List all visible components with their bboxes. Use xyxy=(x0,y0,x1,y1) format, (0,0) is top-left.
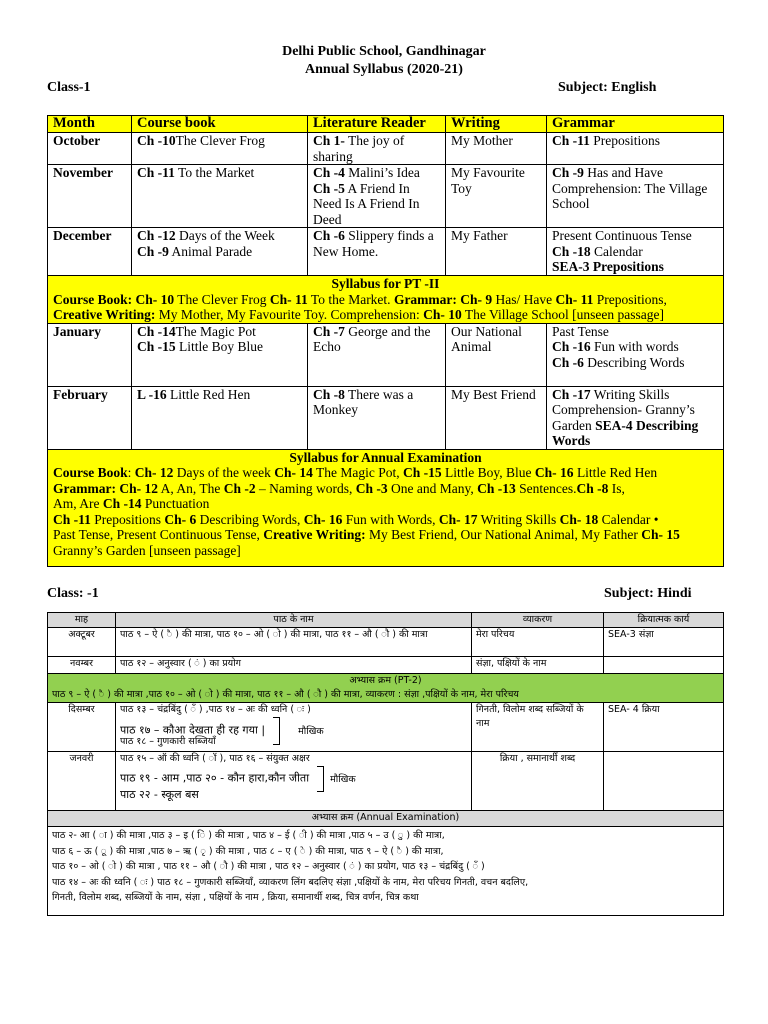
class-label-hindi: Class: -1 xyxy=(47,586,99,601)
bracket-decoration xyxy=(273,717,280,745)
month-cell: December xyxy=(48,228,132,276)
literature-cell: Ch -8 There was a Monkey xyxy=(308,386,446,449)
literature-cell: Ch -7 George and the Echo xyxy=(308,323,446,386)
annual-practice-cell xyxy=(48,811,724,916)
annual-line-5: Past Tense, Present Continuous Tense, Creative Writing: My Best Friend, Our National Animal, My Father Ch- 15 xyxy=(53,527,680,542)
activity-cell xyxy=(604,657,724,674)
pt2-practice-row xyxy=(48,674,724,703)
annual-line-1: Course Book: Ch- 12 Days of the week Ch- 14 The Magic Pot, Ch -15 Little Boy, Blue Ch- 16 Little Red Hen xyxy=(53,465,658,480)
annual-practice-line: पाठ २- आ ( ा ) की मात्रा ,पाठ ३ – इ ( ि ) की मात्रा , पाठ ४ – ई ( ी ) की मात्रा ,पाठ ५ – उ ( ु ) की मात्रा, xyxy=(52,830,445,841)
table-header-row xyxy=(48,613,724,628)
month-cell: जनवरी xyxy=(48,752,116,811)
grammar-cell: Present Continuous Tense Ch -18 Calendar SEA-3 Prepositions xyxy=(547,228,724,276)
grammar-cell: क्रिया , समानार्थी शब्द xyxy=(472,752,604,811)
writing-cell: Our National Animal xyxy=(446,323,547,386)
annual-title: Syllabus for Annual Examination xyxy=(289,449,482,465)
writing-cell: My Favourite Toy xyxy=(446,165,547,228)
month-cell: January xyxy=(48,323,132,386)
grammar-cell: Past Tense Ch -16 Fun with words Ch -6 Describing Words xyxy=(547,323,724,386)
column-header: व्याकरण xyxy=(472,613,604,628)
document-title: Annual Syllabus (2020-21) xyxy=(305,62,463,77)
month-cell: अक्टूबर xyxy=(48,628,116,657)
table-row xyxy=(48,386,724,449)
english-syllabus-table xyxy=(47,115,724,567)
lessons-cell: पाठ ९ – ऐ ( ै ) की मात्रा, पाठ १० – ओ ( ो ) की मात्रा, पाठ ११ – औ ( ौ ) की मात्रा xyxy=(116,628,472,657)
annual-practice-line: गिनती, विलोम शब्द, सब्जियों के नाम, संज्ञा , पक्षियों के नाम , क्रिया, समानार्थी शब्द, चित्र वर्णन, चित्र कथा xyxy=(52,892,419,903)
annual-syllabus-row xyxy=(48,449,724,566)
course-book-cell: L -16 Little Red Hen xyxy=(132,386,308,449)
literature-cell: Ch 1- The joy of sharing xyxy=(308,133,446,165)
activity-cell xyxy=(604,752,724,811)
annual-line-3: Am, Are Ch -14 Punctuation xyxy=(53,496,210,511)
pt2-syllabus-row xyxy=(48,276,724,324)
literature-cell: Ch -4 Malini’s Idea Ch -5 A Friend In Need Is A Friend In Deed xyxy=(308,165,446,228)
month-cell: November xyxy=(48,165,132,228)
annual-line-4: Ch -11 Prepositions Ch- 6 Describing Words, Ch- 16 Fun with Words, Ch- 17 Writing Skills Ch- 18 Calendar • xyxy=(53,511,659,527)
pt2-line-2: Creative Writing: My Mother, My Favourite Toy. Comprehension: Ch- 10 The Village School [unseen passage] xyxy=(53,307,665,322)
pt2-syllabus-cell xyxy=(48,276,724,324)
column-header: Writing xyxy=(446,116,547,133)
school-name: Delhi Public School, Gandhinagar xyxy=(282,44,486,59)
lessons-cell: पाठ १३ – चंद्रबिंदु ( ँ ) ,पाठ १४ – अः की ध्वनि ( ः ) पाठ १७ – कौआ देखता ही रह गया | मौखिक पाठ १८ – गुणकारी सब्जियाँ xyxy=(116,703,472,752)
month-cell: दिसम्बर xyxy=(48,703,116,752)
subject-label-hindi: Subject: Hindi xyxy=(604,586,692,601)
pt2-line-1: Course Book: Ch- 10 The Clever Frog Ch- 11 To the Market. Grammar: Ch- 9 Has/ Have Ch- 11 Prepositions, xyxy=(53,291,667,307)
activity-cell: SEA-3 संज्ञा xyxy=(604,628,724,657)
annual-practice-line: पाठ १४ – अः की ध्वनि ( ः ) पाठ १८ – गुणकारी सब्जियाँ, व्याकरण लिंग बदलिए संज्ञा ,पक्षियों के नाम, मेरा परिचय गिनती, वचन बदलिए, xyxy=(52,876,529,888)
grammar-cell: Ch -17 Writing Skills Comprehension- Granny’s Garden SEA-4 Describing Words xyxy=(547,386,724,449)
grammar-cell: गिनती, विलोम शब्द सब्जियों के नाम xyxy=(472,703,604,752)
pt2-practice-title: अभ्यास क्रम (PT-2) xyxy=(349,675,422,686)
table-header-row xyxy=(48,116,724,133)
column-header: Month xyxy=(48,116,132,133)
course-book-cell: Ch -10The Clever Frog xyxy=(132,133,308,165)
pt2-practice-line: पाठ ९ – ऐ ( ै ) की मात्रा ,पाठ १० – ओ ( ो ) की मात्रा, पाठ ११ – औ ( ौ ) की मात्रा, व्याकरण : संज्ञा ,पक्षियों के नाम, मेरा परिचय xyxy=(52,689,519,700)
class-label-english: Class-1 xyxy=(47,80,91,95)
course-book-cell: Ch -12 Days of the Week Ch -9 Animal Parade xyxy=(132,228,308,276)
annual-practice-title: अभ्यास क्रम (Annual Examination) xyxy=(48,811,723,827)
literature-cell: Ch -6 Slippery finds a New Home. xyxy=(308,228,446,276)
table-row xyxy=(48,165,724,228)
lessons-cell: पाठ १२ – अनुस्वार ( ं ) का प्रयोग xyxy=(116,657,472,674)
pt2-title: Syllabus for PT -II xyxy=(331,276,440,291)
annual-syllabus-cell xyxy=(48,449,724,566)
table-row xyxy=(48,703,724,752)
column-header: पाठ के नाम xyxy=(116,613,472,628)
subject-label-english: Subject: English xyxy=(558,80,657,95)
lessons-cell: पाठ १५ – ऑ की ध्वनि ( ॉ ), पाठ १६ – संयुक्त अक्षर पाठ १९ - आम ,पाठ २० - कौन हारा,कौन जीता मौखिक पाठ २२ - स्कूल बस xyxy=(116,752,472,811)
table-row xyxy=(48,657,724,674)
hindi-syllabus-table xyxy=(47,612,724,916)
annual-practice-row xyxy=(48,811,724,916)
course-book-cell: Ch -14The Magic Pot Ch -15 Little Boy Blue xyxy=(132,323,308,386)
column-header: क्रियात्मक कार्य xyxy=(604,613,724,628)
month-cell: February xyxy=(48,386,132,449)
writing-cell: My Father xyxy=(446,228,547,276)
grammar-cell: मेरा परिचय xyxy=(472,628,604,657)
column-header: Course book xyxy=(132,116,308,133)
annual-practice-line: पाठ १० – ओ ( ो ) की मात्रा , पाठ ११ – औ ( ौ ) की मात्रा , पाठ १२ – अनुस्वार ( ं ) का प्रयोग, पाठ १३ – चंद्रबिंदु ( ँ ) xyxy=(52,861,485,872)
writing-cell: My Mother xyxy=(446,133,547,165)
month-cell: October xyxy=(48,133,132,165)
column-header: माह xyxy=(48,613,116,628)
table-row xyxy=(48,133,724,165)
grammar-cell: संज्ञा, पक्षियों के नाम xyxy=(472,657,604,674)
annual-practice-line: पाठ ६ – ऊ ( ू ) की मात्रा ,पाठ ७ – ऋ ( ृ ) की मात्रा , पाठ ८ – ए ( े ) की मात्रा, पाठ ९ – ऐ ( ै ) की मात्रा, xyxy=(52,845,444,857)
activity-cell: SEA- 4 क्रिया xyxy=(604,703,724,752)
grammar-cell: Ch -11 Prepositions xyxy=(547,133,724,165)
table-row xyxy=(48,752,724,811)
table-row xyxy=(48,323,724,386)
month-cell: नवम्बर xyxy=(48,657,116,674)
annual-line-2: Grammar: Ch- 12 A, An, The Ch -2 – Naming words, Ch -3 One and Many, Ch -13 Sentences.Ch -8 Is, xyxy=(53,480,625,496)
writing-cell: My Best Friend xyxy=(446,386,547,449)
table-row xyxy=(48,228,724,276)
column-header: Literature Reader xyxy=(308,116,446,133)
course-book-cell: Ch -11 To the Market xyxy=(132,165,308,228)
pt2-practice-cell xyxy=(48,674,724,703)
table-row xyxy=(48,628,724,657)
annual-line-6: Granny’s Garden [unseen passage] xyxy=(53,542,241,558)
bracket-decoration xyxy=(317,766,324,792)
grammar-cell: Ch -9 Has and Have Comprehension: The Village School xyxy=(547,165,724,228)
column-header: Grammar xyxy=(547,116,724,133)
